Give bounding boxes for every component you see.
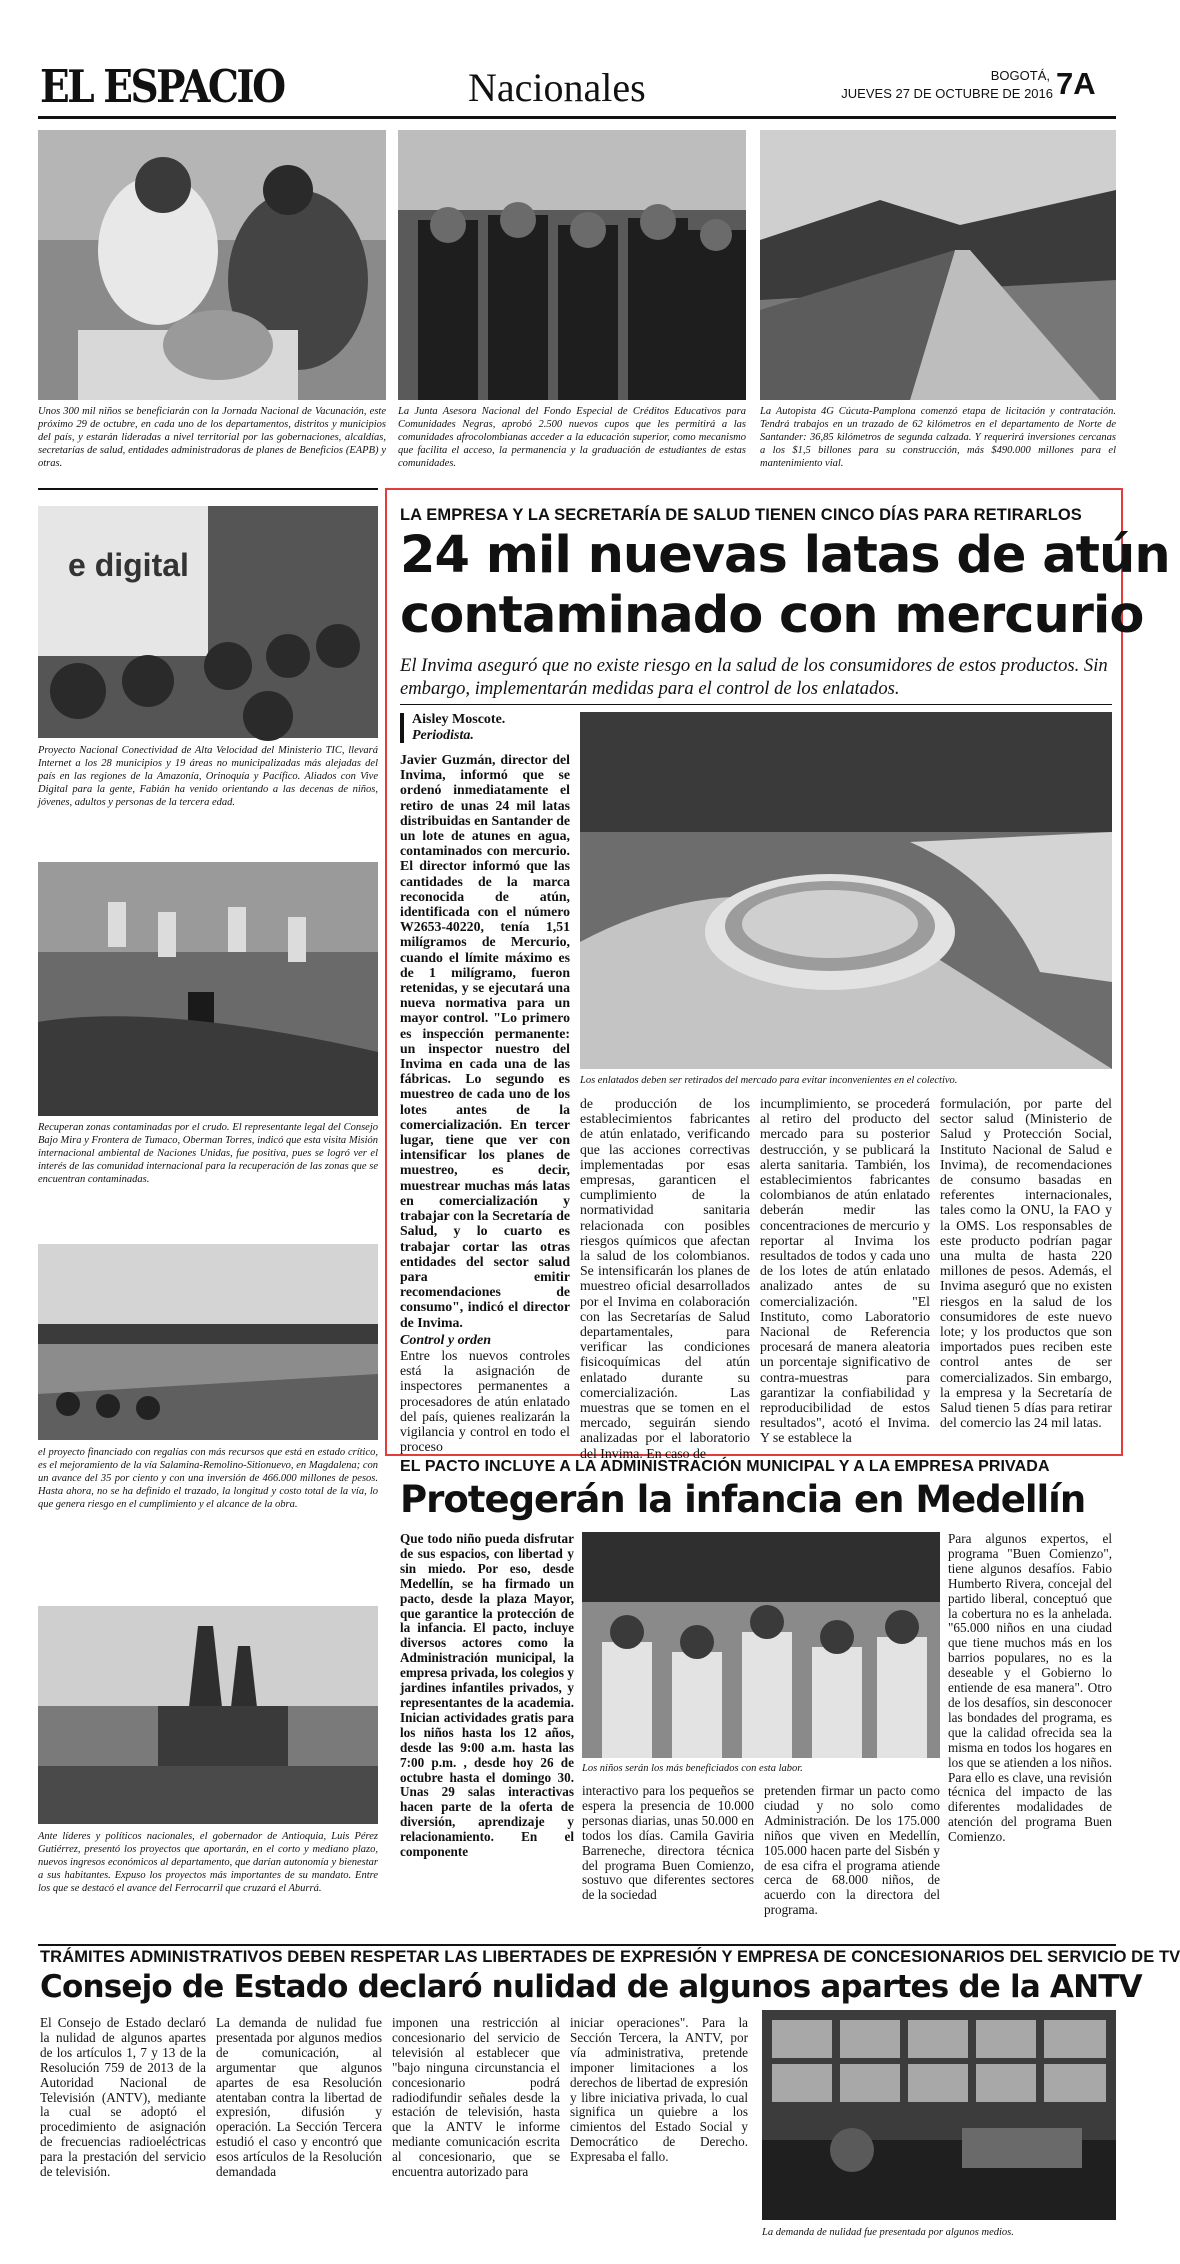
article1-headline-line2: contaminado con mercurio [400,586,1144,645]
top-row-rule [38,488,378,490]
children-photo [582,1532,940,1758]
article1-col3: incumplimiento, se procederá al retiro del producto del mercado para su posterior destrucción, y se publicará la alerta sanitaria. También, los establecimientos fabricantes colombianos de atún enlatado deberán medir las concentraciones de mercurio y reportar al Invima los resultados de todos y cada uno de los lotes de atún enlatado analizado antes de su comercialización. "El Instituto, como Laboratorio Nacional de Referencia procesará de manera aleatoria un porcentaje significativo de contra-muestras para garantizar la confiabilidad y reproducibilidad de estos resultados", acotó el Invima. Y se establece la [760,1096,930,1446]
article1-kicker: LA EMPRESA Y LA SECRETARÍA DE SALUD TIENEN CINCO DÍAS PARA RETIRARLOS [400,506,1082,524]
children-caption: Los niños serán los más beneficiados con esta labor. [582,1763,803,1774]
article3-col4: iniciar operaciones". Para la Sección Tercera, la ANTV, por vía administrativa, pretende imponer limitaciones a los derechos de libertad de expresión y libre iniciativa privada, lo cual significa un quiebre a los cimientos del Estado Social y Democrático de Derecho. Expresaba el fallo. [570,2015,748,2165]
article2-col2: interactivo para los pequeños se espera la presencia de 10.000 personas diarias, unas 50.000 en todos los días. Camila Gaviria Barreneche, directora técnica del programa Buen Comienzo, sostuvo que diferentes sectores de la sociedad [582,1783,754,1903]
article1-subhead: Control y orden [400,1332,492,1348]
tuna-can-photo [580,712,1112,1069]
article1-col1b-text: Entre los nuevos controles está la asignación de inspectores permanentes a procesadores de atún enlatado del país, quienes realizarán la vigilancia y control en todo el proceso [400,1347,570,1455]
vaccination-photo [38,130,386,400]
article1-col4: formulación, por parte del sector salud (Ministerio de Salud y Protección Social, Instituto Nacional de Salud e Invima), de recomendaciones de consumo basadas en referentes internacionales, tales como la ONU, la FAO y la OMS. Los responsables de este producto podrían pagar una multa de hasta 220 millones de pesos. Además, el Invima aseguró que no existen riesgos en la salud de los consumidores de este nuevo lote; y los productos que son importados pues reciben este control antes de ser comercializados. Sin embargo, la empresa y la Secretaría de Salud tienen 5 días para retirar del comercio las 24 mil latas. [940,1096,1112,1431]
tuna-can-caption: Los enlatados deben ser retirados del mercado para evitar inconvenientes en el colectivo. [580,1075,958,1086]
article1-author: Aisley Moscote. [412,712,506,727]
highway-caption: La Autopista 4G Cúcuta-Pamplona comenzó etapa de licitación y contratación. Tendrá trabajos en un trazado de 62 kilómetros en el departamento de Norte de Santander: 36,85 kilómetros de segunda calzada. Y requerirá inversiones cercanas a los $1,5 billones para su construcción, más $490.000 millones para el mantenimiento vial. [760,406,1116,469]
article1-col1-text: Javier Guzmán, director del Invima, informó que se ordenó inmediatamente el retiro de unas 24 mil latas distribuidas en Santander de un lote de atunes en agua, contaminados con mercurio. El director informó que las cantidades de la marca reconocida de atún, identificada con el número W2653-40220, tenía 1,51 milígramos de Mercurio, cuando el límite máximo es de 1 milígramo, fueron retenidas, y se ejecutará una nueva normativa para un mayor control. "Lo primero es inspección permanente: un inspector nuestro del Invima en cada una de las fábricas. Lo segundo es muestreo de cada uno de los lotes antes de la comercialización. En tercer lugar, tiene que ver con intensificar los planes de muestreo, es decir, muestrear muchas más latas en comercialización y trabajar con la Secretaría de Salud, y lo cuarto es trabajar cortar las otras entidades del sector salud para emitir recomendaciones de consumo", indicó el director de Invima. [400,752,570,1330]
masthead-logo: EL ESPACIO [40,60,284,114]
road-project-caption: el proyecto financiado con regalías con más recursos que está en estado crítico, es el mejoramiento de la vía Salamina-Remolino-Sitionuevo, en Magdalena; con un avance del 35 por ciento y con una inversión de 466.000 millones de pesos. Hasta ahora, no se ha definido el trazado, la longitud y costo total de la vía, lo que genera riesgo en el cumplimiento y el alcance de la obra. [38,1447,378,1510]
section-title: Nacionales [468,65,646,110]
article1-headline-line1: 24 mil nuevas latas de atún [400,526,1170,585]
graduates-photo [398,130,746,400]
control-room-photo [762,2010,1116,2220]
article2-kicker: EL PACTO INCLUYE A LA ADMINISTRACIÓN MUNICIPAL Y A LA EMPRESA PRIVADA [400,1458,1050,1475]
masthead-city: BOGOTÁ, [990,68,1050,83]
article3-col3: imponen una restricción al concesionario del servicio de televisión al establecer que "bajo ninguna circunstancia el concesionario podrá radiodifundir señales desde la estación de televisión, hasta que la ANTV le informe mediante comunicación escrita al concesionario, que se encuentra autorizado para [392,2015,560,2180]
article1-deck: El Invima aseguró que no existe riesgo en la salud de los consumidores de estos productos. Sin embargo, implementarán medidas para el control de los enlatados. [400,655,1108,699]
control-room-caption: La demanda de nulidad fue presentada por algunos medios. [762,2227,1014,2238]
article2-col1: Que todo niño pueda disfrutar de sus espacios, con libertad y sin miedo. Por eso, desde Medellín, se ha firmado un pacto, desde la plaza Mayor, que garantice la protección de la infancia. El pacto, incluye diversos actores como la Administración municipal, la empresa privada, los colegios y jardines infantiles privados, y representantes de la academia. Inician actividades gratis para los niños hasta los 12 años, desde las 9:00 a.m. hasta las 7:00 p.m. , desde hoy 26 de octubre hasta el domingo 30. Unas 29 salas interactivas hacen parte de la oferta de diversión, aprendizaje y relacionamiento. En el componente [400,1531,574,1860]
page-number: 7A [1056,66,1096,101]
article3-col1: El Consejo de Estado declaró la nulidad de algunos apartes de los artículos 1, 7 y 13 de la Resolución 759 de 2013 de la Autoridad Nacional de Televisión (ANTV), mediante la cual se adoptó el procedimiento de asignación de frecuencias radioeléctricas para la prestación del servicio de televisión. [40,2015,206,2180]
vaccination-caption: Unos 300 mil niños se beneficiarán con la Jornada Nacional de Vacunación, este próximo 29 de octubre, en cada uno de los departamentos, distritos y municipios del país, y estarán lideradas a nivel territorial por las gobernaciones, alcaldías, secretarías de salud, entidades administradoras de planes de Beneficios (EAPB) y otras. [38,406,386,469]
connectivity-photo [38,506,378,738]
article3-kicker: TRÁMITES ADMINISTRATIVOS DEBEN RESPETAR LAS LIBERTADES DE EXPRESIÓN Y EMPRESA DE CONCESIONARIOS DEL SERVICIO DE TV [40,1948,1180,1966]
article3-top-rule [38,1944,1116,1946]
road-project-photo [38,1244,378,1440]
contaminated-zone-caption: Recuperan zonas contaminadas por el crudo. El representante legal del Consejo Bajo Mira y Frontera de Tumaco, Oberman Torres, indicó que esta visita Misión internacional ambiental de Naciones Unidas, fue positiva, pues se logró ver el interés de las comunidad internacional para la recuperación de las zonas que se encuentran contaminadas. [38,1122,378,1185]
connectivity-caption: Proyecto Nacional Conectividad de Alta Velocidad del Ministerio TIC, llevará Internet a los 28 municipios y 19 áreas no municipalizadas más alejadas del país en las regiones de la Amazonía, Orinoquía y Pacífico. Aliados con Vive Digital para la gente, Fabián ha venido orientando a las decenas de niños, jóvenes, adultos y personas de la tercera edad. [38,745,378,808]
article1-col2: de producción de los establecimientos fabricantes de atún enlatado, verificando que las acciones correctivas implementadas por esas empresas, garanticen el cumplimiento de la normatividad sanitaria relacionada con posibles riesgos químicos que afectan la salud de los colombianos. Se intensificarán los planes de muestreo oficial desarrollados por el Invima en colaboración con las Secretarías de Salud departamentales, para verificar las condiciones fisicoquímicas del atún enlatado durante su comercialización. Las muestras que se tomen en el mercado, seguirán siendo analizadas por el laboratorio del Invima. En caso de [580,1096,750,1461]
article1-col1 [400,752,570,1455]
masthead-rule [38,116,1116,119]
author-bar [400,713,404,743]
article2-col4: Para algunos expertos, el programa "Buen Comienzo", tiene algunos desafíos. Fabio Humberto Rivera, concejal del partido liberal, conceptuó que la cobertura no es la anhelada. "65.000 niños en una ciudad que tiene muchos más en los barrios populares, no es la deseable y el Gobierno lo entiende de esa manera". Otro de los desafíos, sin desconocer las bondades del programa, es que la calidad ofrecida sea la misma en todos los hogares en los que se atienden a los niños. Para ello es clave, una revisión técnica del impacto de las diferentes modalidades de atención del programa Buen Comienzo. [948,1531,1112,1845]
graduates-caption: La Junta Asesora Nacional del Fondo Especial de Créditos Educativos para Comunidades Negras, aprobó 2.500 nuevos cupos que les permitirá a las comunidades afrocolombianas acceder a la educación superior, como mecanismo que facilita el acceso, la permanencia y la graduación de estudiantes de estas comunidades. [398,406,746,469]
antioquia-photo [38,1606,378,1824]
contaminated-zone-photo [38,862,378,1116]
highway-photo [760,130,1116,400]
article3-headline: Consejo de Estado declaró nulidad de algunos apartes de la ANTV [40,1969,1142,2005]
article2-headline: Protegerán la infancia en Medellín [400,1478,1086,1521]
svg-text:e digital: e digital [68,547,189,583]
masthead-date: JUEVES 27 DE OCTUBRE DE 2016 [841,86,1053,101]
article1-deck-rule [400,704,1112,705]
article1-author-role: Periodista. [412,728,474,743]
article2-col3: pretenden firmar un pacto como ciudad y no solo como Administración. De los 175.000 niños que viven en Medellín, 105.000 hacen parte del Sisbén y de esa cifra el programa atiende cerca de 68.000 niños, de acuerdo con la directora del programa. [764,1783,940,1918]
antioquia-caption: Ante líderes y políticos nacionales, el gobernador de Antioquia, Luis Pérez Gutiérrez, presentó los proyectos que aportarán, en el corto y mediano plazo, nuevos ingresos económicos al departamento, que darían autonomía y bienestar a sus habitantes. Expuso los proyectos más importantes de su mandato. Entre los que se destacó el avance del Ferrocarril que cruzará el Aburrá. [38,1831,378,1894]
article3-col2: La demanda de nulidad fue presentada por algunos medios de comunicación, al argumentar que algunos apartes de esa Resolución atentaban contra la libertad de expresión, difusión y operación. La Sección Tercera estudió el caso y encontró que esos artículos de la Resolución demandada [216,2015,382,2180]
